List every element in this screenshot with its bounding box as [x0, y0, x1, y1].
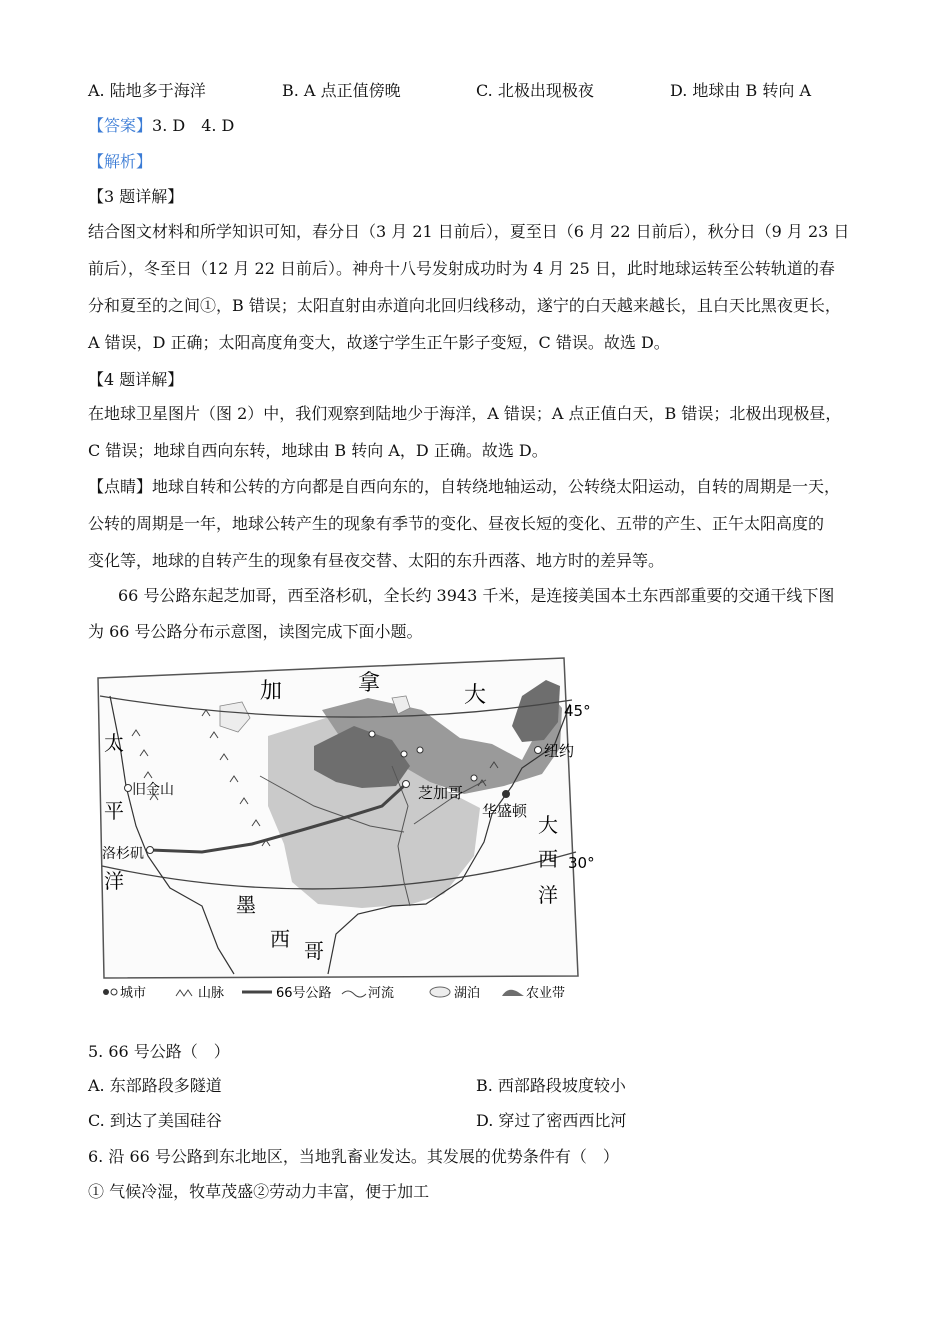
- q3-line: 前后），冬至日（12 月 22 日前后）。神舟十八号发射成功时为 4 月 25 日，此时地球运转至公转轨道的春: [88, 259, 835, 278]
- q3-line: 结合图文材料和所学知识可知，春分日（3 月 21 日前后），夏至日（6 月 22 日前后），秋分日（9 月 23 日: [88, 222, 850, 241]
- label-pacific: 洋: [104, 869, 124, 893]
- label-canada: 加: [260, 679, 283, 704]
- tip-line: [88, 476, 840, 498]
- option-b: B. A 点正值傍晚: [282, 81, 401, 100]
- q3-line: A 错误，D 正确；太阳高度角变大，故遂宁学生正午影子变短，C 错误。故选 D。: [88, 333, 670, 352]
- label-canada: 拿: [358, 671, 381, 696]
- q5-option-c: C. 到达了美国硅谷: [88, 1111, 222, 1130]
- label-lat45: 45°: [564, 702, 591, 720]
- answer-tag: 【答案】: [88, 116, 153, 135]
- city-marker: [369, 731, 375, 737]
- city-sf-marker: [125, 785, 132, 792]
- tip-line: 变化等，地球的自转产生的现象有昼夜交替、太阳的东升西落、地方时的差异等。: [88, 551, 665, 570]
- tip-line: 公转的周期是一年，地球公转产生的现象有季节的变化、昼夜长短的变化、五带的产生、正午太阳高度的: [88, 514, 825, 533]
- q3-line: 分和夏至的之间①，B 错误；太阳直射由赤道向北回归线移动，遂宁的白天越来越长，且白天比黑夜更长，: [88, 296, 841, 315]
- map-legend: [103, 985, 565, 1001]
- tip-tag: 【点睛】: [88, 477, 153, 496]
- label-atlantic: 西: [538, 847, 558, 871]
- option-a: A. 陆地多于海洋: [88, 81, 206, 100]
- label-canada: 大: [464, 683, 487, 708]
- city-marker: [471, 775, 477, 781]
- q4-title: 【4 题详解】: [88, 370, 184, 389]
- route66-map: [92, 656, 595, 1002]
- city-marker: [417, 747, 423, 753]
- legend-river: 河流: [368, 986, 395, 1001]
- city-la-marker: [147, 847, 154, 854]
- legend-mountain: 山脉: [198, 986, 225, 1001]
- q5-option-a: A. 东部路段多隧道: [88, 1076, 222, 1095]
- q6-line: ① 气候冷湿，牧草茂盛②劳动力丰富，便于加工: [88, 1182, 430, 1201]
- q6-stem: 6. 沿 66 号公路到东北地区，当地乳畜业发达。其发展的优势条件有（ ）: [88, 1147, 619, 1166]
- label-atlantic: 洋: [538, 883, 558, 907]
- label-mexico: 西: [270, 927, 290, 951]
- q5-option-d: D. 穿过了密西西比河: [476, 1111, 627, 1130]
- option-d: D. 地球由 B 转向 A: [670, 81, 812, 100]
- label-pacific: 太: [104, 731, 124, 755]
- option-c: C. 北极出现极夜: [476, 81, 594, 100]
- label-la: 洛杉矶: [102, 846, 144, 862]
- label-mexico: 哥: [304, 939, 324, 963]
- answer-text: 3. D 4. D: [152, 116, 235, 135]
- label-pacific: 平: [104, 799, 124, 823]
- analysis-tag: 【解析】: [88, 152, 153, 171]
- q5-stem: 5. 66 号公路（ ）: [88, 1042, 230, 1061]
- city-chicago-marker: [403, 781, 410, 788]
- label-newyork: 纽约: [544, 742, 575, 760]
- passage-line: 为 66 号公路分布示意图，读图完成下面小题。: [88, 622, 423, 641]
- answer-line: [88, 115, 234, 137]
- legend-lake: 湖泊: [454, 986, 481, 1001]
- q4-line: 在地球卫星图片（图 2）中，我们观察到陆地少于海洋，A 错误；A 点正值白天，B 错误；北极出现极昼，: [88, 404, 842, 423]
- passage-line: 66 号公路东起芝加哥，西至洛杉矶，全长约 3943 千米，是连接美国本土东西部重要的交通干线下图: [118, 586, 835, 605]
- label-washington: 华盛顿: [482, 802, 528, 820]
- label-mexico: 墨: [236, 893, 256, 917]
- legend-route: 66号公路: [276, 986, 332, 1001]
- city-newyork-marker: [535, 747, 542, 754]
- q4-line: C 错误；地球自西向东转，地球由 B 转向 A，D 正确。故选 D。: [88, 441, 548, 460]
- city-washington-marker: [503, 791, 510, 798]
- label-lat30: 30°: [568, 854, 595, 872]
- q5-option-b: B. 西部路段坡度较小: [476, 1076, 626, 1095]
- label-atlantic: 大: [538, 813, 558, 837]
- legend-city: 城市: [120, 986, 147, 1001]
- legend-agri: 农业带: [526, 986, 566, 1001]
- tip-text: 地球自转和公转的方向都是自西向东的，自转绕地轴运动，公转绕太阳运动，自转的周期是一天，: [152, 477, 841, 496]
- label-sf: 旧金山: [132, 782, 174, 798]
- q3-title: 【3 题详解】: [88, 187, 184, 206]
- label-chicago: 芝加哥: [418, 784, 464, 802]
- city-marker: [401, 751, 407, 757]
